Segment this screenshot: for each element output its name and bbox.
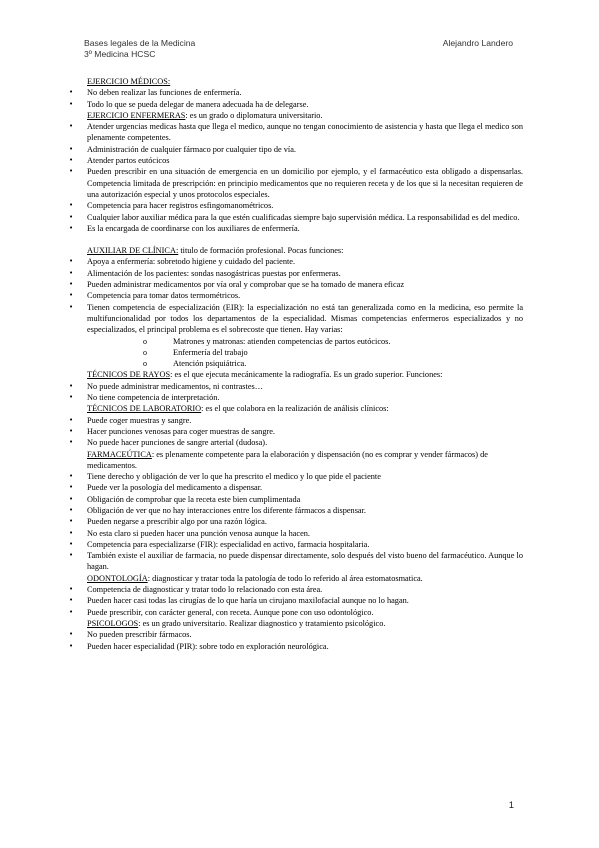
list-item: • Apoya a enfermería: sobretodo higiene y cuidado del paciente. [67, 256, 523, 267]
list-item: • Alimentación de los pacientes: sondas nasogástricas puestas por enfermeras. [67, 268, 523, 279]
header-course: Bases legales de la Medicina [84, 38, 196, 48]
list-item: • Pueden hacer especialidad (PIR): sobre todo en exploración neurológica. [67, 641, 523, 652]
list-item: • También existe el auxiliar de farmacia, no puede dispensar directamente, solo después del visto bueno del farmacéutico. Aunque lo hagan. [67, 550, 523, 573]
list-item: • Atender urgencias medicas hasta que llega el medico, aunque no tengan conocimiento de asistencia y hasta que llega el medico son plenamente competentes. [67, 121, 523, 144]
list-item: • Es la encargada de coordinarse con los auxiliares de enfermería. [67, 223, 523, 234]
list-item: • Tiene derecho y obligación de ver lo que ha prescrito el medico y lo que pide el paciente [67, 471, 523, 482]
list-item: • Competencia para especializarse (FIR): especialidad en activo, farmacia hospitalaria. [67, 539, 523, 550]
list-item: • Competencia para hacer registros esfingomanométricos. [67, 200, 523, 211]
list-item: • Puede ver la posología del medicamento a dispensar. [67, 482, 523, 493]
list-item: • Administración de cualquier fármaco por cualquier tipo de vía. [67, 144, 523, 155]
sub-list-item: o Atención psiquiátrica. [67, 358, 523, 369]
list-item: • Pueden hacer casi todas las cirugías de lo que haría un cirujano maxilofacial aunque no lo hagan. [67, 595, 523, 606]
list-item: • Obligación de ver que no hay interacciones entre los diferente fármacos a dispensar. [67, 505, 523, 516]
section-heading-psicologos: PSICOLOGOS: es un grado universitario. Realizar diagnostico y tratamiento psicológico. [87, 618, 386, 628]
list-item: • Pueden negarse a prescribir algo por una razón lógica. [67, 516, 523, 527]
header-author: Alejandro Landero [442, 38, 513, 48]
list-item: • Hacer punciones venosas para coger muestras de sangre. [67, 426, 523, 437]
list-item: • Pueden prescribir en una situación de emergencia en un domicilio por ejemplo, y el farmacéutico esta obligado a dispensarlas. Competencia limitada de prescripción: en principio medicamentos que no requieren receta y de los que si la necesitan requieren de una autorización especial y unos protocolos especiales. [67, 166, 523, 200]
list-item: • Puede prescribir, con carácter general, con receta. Aunque pone con uso odontológico. [67, 607, 523, 618]
section-heading-farmaceutica: FARMACEÚTICA: es plenamente competente para la elaboración y dispensación (no es comprar y vender fármacos) de medicamentos. [87, 449, 488, 470]
list-item: • Competencia para tomar datos termométricos. [67, 290, 523, 301]
sub-list-item: o Enfermería del trabajo [67, 347, 523, 358]
section-heading-enfermeras: EJERCICIO ENFERMERAS: es un grado o diplomatura universitario. [87, 110, 323, 120]
list-item: • Todo lo que se pueda delegar de manera adecuada ha de delegarse. [67, 99, 523, 110]
list-item: • No esta claro si pueden hacer una punción venosa aunque la hacen. [67, 528, 523, 539]
list-item: • Pueden administrar medicamentos por vía oral y comprobar que se ha tomado de manera eficaz [67, 279, 523, 290]
list-item: • Tienen competencia de especialización (EIR): la especialización no está tan generalizada como en la medicina, eso permite la multifuncionalidad por todos los departamentos de la especialidad. Mismas competencias enfermeros especializados y no especializados, el principal problema es el sobrecoste que tienen. Hay varias: [67, 302, 523, 336]
list-item: • No tiene competencia de interpretación. [67, 392, 523, 403]
list-item: • No puede hacer punciones de sangre arterial (dudosa). [67, 437, 523, 448]
list-item: • Obligación de comprobar que la receta este bien cumplimentada [67, 494, 523, 505]
sub-list-item: o Matrones y matronas: atienden competencias de partos eutócicos. [67, 336, 523, 347]
section-heading-auxiliar: AUXILIAR DE CLÍNICA: titulo de formación profesional. Pocas funciones: [87, 246, 344, 256]
section-heading-rayos: TÉCNICOS DE RAYOS: es el que ejecuta mecánicamente la radiografía. Es un grado superior. Funciones: [87, 370, 443, 380]
list-item: • Cualquier labor auxiliar médica para la que estén cualificadas siempre bajo supervisión médica. La responsabilidad es del medico. [67, 212, 523, 223]
section-heading-medicos: EJERCICIO MÉDICOS: [87, 77, 171, 86]
section-heading-laboratorio: TÉCNICOS DE LABORATORIO: es el que colabora en la realización de análisis clínicos: [87, 404, 389, 414]
list-item: • No deben realizar las funciones de enfermería. [67, 87, 523, 98]
list-item: • Atender partos eutócicos [67, 155, 523, 166]
document-body [67, 76, 523, 652]
list-item: • Puede coger muestras y sangre. [67, 415, 523, 426]
section-heading-odontologia: ODONTOLOGÍA: diagnosticar y tratar toda la patología de todo lo referido al área estomatosmatica. [87, 573, 423, 583]
page-number: 1 [508, 800, 514, 811]
list-item: • No puede administrar medicamentos, ni contrastes… [67, 381, 523, 392]
list-item: • No pueden prescribir fármacos. [67, 629, 523, 640]
header-left [84, 38, 195, 60]
list-item: • Competencia de diagnosticar y tratar todo lo relacionado con esta área. [67, 584, 523, 595]
header-group: 3º Medicina HCSC [84, 49, 156, 59]
